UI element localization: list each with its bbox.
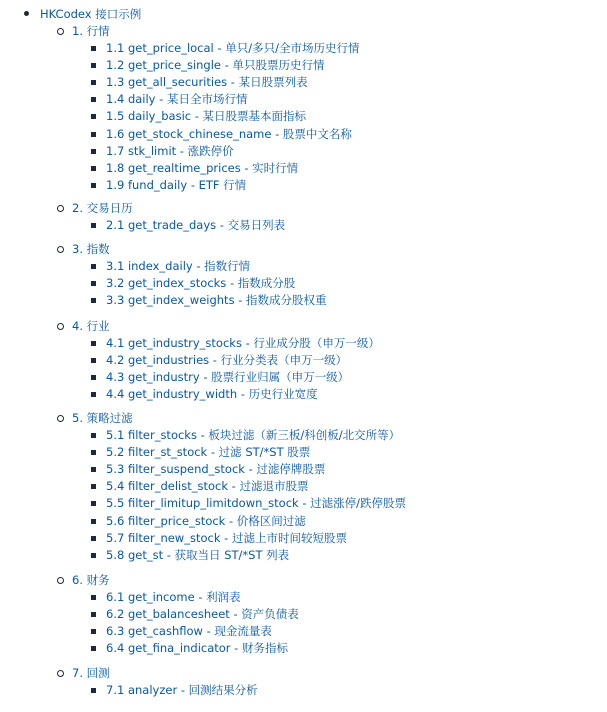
toc-item-link[interactable]: 5.8 get_st - 获取当日 ST/*ST 列表: [106, 547, 290, 562]
bullet-circle-icon: [57, 577, 64, 584]
bullet-square-icon: [91, 183, 96, 188]
bullet-disc-icon: [24, 11, 29, 16]
toc-item-link[interactable]: 1.5 daily_basic - 某日股票基本面指标: [106, 109, 307, 124]
bullet-square-icon: [91, 433, 96, 438]
bullet-square-icon: [91, 612, 96, 617]
toc-item-link[interactable]: 3.3 get_index_weights - 指数成分股权重: [106, 292, 327, 307]
toc-item-link[interactable]: 4.2 get_industries - 行业分类表（申万一级）: [106, 352, 348, 367]
bullet-square-icon: [91, 467, 96, 472]
bullet-square-icon: [91, 375, 96, 380]
toc-section-link[interactable]: 6. 财务: [72, 573, 110, 587]
bullet-square-icon: [91, 629, 96, 634]
toc-item-link[interactable]: 3.2 get_index_stocks - 指数成分股: [106, 275, 296, 290]
toc-item-link[interactable]: 7.1 analyzer - 回测结果分析: [106, 682, 258, 697]
bullet-square-icon: [91, 646, 96, 651]
toc-item-link[interactable]: 1.3 get_all_securities - 某日股票列表: [106, 74, 308, 89]
toc-item-link[interactable]: 2.1 get_trade_days - 交易日列表: [106, 217, 286, 232]
bullet-square-icon: [91, 392, 96, 397]
toc-item-link[interactable]: 1.1 get_price_local - 单只/多只/全市场历史行情: [106, 40, 360, 55]
bullet-square-icon: [91, 166, 96, 171]
toc-item-link[interactable]: 6.1 get_income - 利润表: [106, 589, 241, 604]
bullet-square-icon: [91, 536, 96, 541]
bullet-square-icon: [91, 519, 96, 524]
toc-title-link[interactable]: HKCodex 接口示例: [40, 7, 142, 21]
bullet-square-icon: [91, 595, 96, 600]
toc-item-link[interactable]: 1.2 get_price_single - 单只股票历史行情: [106, 57, 325, 72]
toc-item-link[interactable]: 1.9 fund_daily - ETF 行情: [106, 178, 247, 193]
toc-item-link[interactable]: 1.6 get_stock_chinese_name - 股票中文名称: [106, 126, 352, 141]
toc-section-link[interactable]: 7. 回测: [72, 666, 110, 680]
bullet-circle-icon: [57, 205, 64, 212]
bullet-square-icon: [91, 688, 96, 693]
bullet-square-icon: [91, 341, 96, 346]
bullet-square-icon: [91, 450, 96, 455]
bullet-square-icon: [91, 149, 96, 154]
toc-item-link[interactable]: 5.6 filter_price_stock - 价格区间过滤: [106, 513, 306, 528]
bullet-circle-icon: [57, 323, 64, 330]
toc-item-link[interactable]: 1.8 get_realtime_prices - 实时行情: [106, 160, 299, 175]
toc-item-link[interactable]: 5.2 filter_st_stock - 过滤 ST/*ST 股票: [106, 444, 311, 459]
bullet-square-icon: [91, 46, 96, 51]
bullet-square-icon: [91, 298, 96, 303]
bullet-circle-icon: [57, 246, 64, 253]
toc-item-link[interactable]: 5.1 filter_stocks - 板块过滤（新三板/科创板/北交所等）: [106, 427, 401, 442]
bullet-square-icon: [91, 264, 96, 269]
toc-item-link[interactable]: 1.7 stk_limit - 涨跌停价: [106, 143, 234, 158]
toc-item-link[interactable]: 1.4 daily - 某日全市场行情: [106, 92, 248, 107]
toc-item-link[interactable]: 5.5 filter_limitup_limitdown_stock - 过滤涨停/跌停股票: [106, 496, 407, 511]
toc-item-link[interactable]: 5.7 filter_new_stock - 过滤上市时间较短股票: [106, 530, 347, 545]
bullet-circle-icon: [57, 415, 64, 422]
toc-item-link[interactable]: 6.4 get_fina_indicator - 财务指标: [106, 641, 288, 656]
bullet-square-icon: [91, 97, 96, 102]
toc-item-link[interactable]: 4.4 get_industry_width - 历史行业宽度: [106, 387, 318, 402]
bullet-square-icon: [91, 553, 96, 558]
toc-item-link[interactable]: 6.2 get_balancesheet - 资产负债表: [106, 606, 299, 621]
toc-section-link[interactable]: 1. 行情: [72, 24, 110, 38]
toc-section-link[interactable]: 5. 策略过滤: [72, 411, 133, 425]
bullet-square-icon: [91, 281, 96, 286]
bullet-circle-icon: [57, 28, 64, 35]
toc-item-link[interactable]: 5.4 filter_delist_stock - 过滤退市股票: [106, 479, 309, 494]
toc-item-link[interactable]: 3.1 index_daily - 指数行情: [106, 258, 251, 273]
bullet-square-icon: [91, 223, 96, 228]
bullet-circle-icon: [57, 670, 64, 677]
toc-section-link[interactable]: 4. 行业: [72, 319, 110, 333]
toc-item-link[interactable]: 6.3 get_cashflow - 现金流量表: [106, 623, 272, 638]
toc-item-link[interactable]: 4.3 get_industry - 股票行业归属（申万一级）: [106, 369, 350, 384]
bullet-square-icon: [91, 132, 96, 137]
bullet-square-icon: [91, 63, 96, 68]
bullet-square-icon: [91, 484, 96, 489]
toc-item-link[interactable]: 5.3 filter_suspend_stock - 过滤停牌股票: [106, 461, 326, 476]
toc-section-link[interactable]: 3. 指数: [72, 242, 110, 256]
bullet-square-icon: [91, 358, 96, 363]
bullet-square-icon: [91, 80, 96, 85]
bullet-square-icon: [91, 501, 96, 506]
bullet-square-icon: [91, 114, 96, 119]
toc-section-link[interactable]: 2. 交易日历: [72, 201, 133, 215]
toc-item-link[interactable]: 4.1 get_industry_stocks - 行业成分股（申万一级）: [106, 335, 380, 350]
